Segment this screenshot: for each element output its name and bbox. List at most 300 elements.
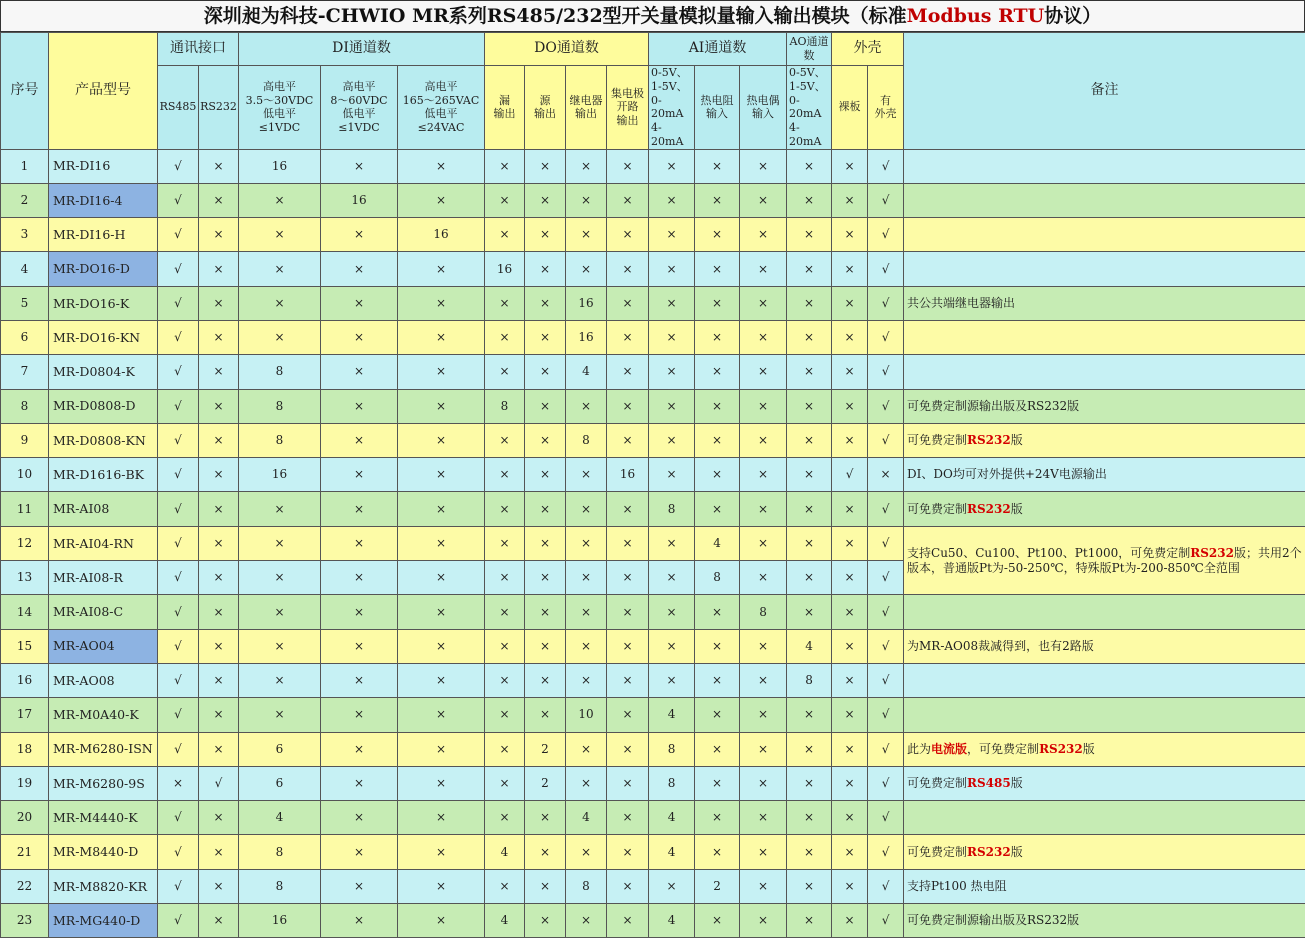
row-note — [904, 286, 1305, 320]
cell-di-low: × — [239, 526, 321, 560]
cell-di-high: × — [398, 698, 485, 732]
row-seq: 8 — [1, 389, 49, 423]
cell-ai-tc: × — [740, 286, 787, 320]
note-text: 支持Pt100 热电阻 — [907, 879, 1007, 893]
cell-do-relay: 4 — [566, 355, 607, 389]
cell-di-mid: × — [321, 732, 398, 766]
cell-ai-v: × — [649, 423, 695, 457]
note-text: 可免费定制 — [907, 776, 967, 790]
note-text: 可免费定制源输出版及RS232版 — [907, 399, 1079, 413]
cell-rs485: √ — [158, 423, 199, 457]
header-line: ≤1VDC — [338, 121, 379, 134]
cell-ai-rtd: × — [695, 286, 740, 320]
cell-ai-rtd: × — [695, 458, 740, 492]
cell-do-source: × — [525, 389, 566, 423]
cell-di-high: × — [398, 869, 485, 903]
cell-rs232: × — [199, 183, 239, 217]
header-model: 产品型号 — [49, 33, 158, 150]
cell-ai-rtd: × — [695, 218, 740, 252]
cell-do-oc: × — [607, 389, 649, 423]
table-row — [1, 218, 1305, 252]
header-line: 继电器 — [570, 94, 603, 107]
header-di: DI通道数 — [239, 33, 485, 66]
cell-do-sink: × — [485, 801, 525, 835]
cell-ai-v: × — [649, 629, 695, 663]
cell-rs485: √ — [158, 663, 199, 697]
row-seq: 9 — [1, 423, 49, 457]
cell-rs485: √ — [158, 835, 199, 869]
cell-do-oc: × — [607, 423, 649, 457]
table-row — [1, 732, 1305, 766]
cell-ai-rtd: × — [695, 355, 740, 389]
cell-rs485: √ — [158, 904, 199, 938]
cell-di-low: 16 — [239, 458, 321, 492]
cell-bare: × — [832, 389, 868, 423]
cell-do-source: × — [525, 595, 566, 629]
row-note — [904, 766, 1305, 800]
cell-do-source: × — [525, 869, 566, 903]
table-row — [1, 801, 1305, 835]
cell-do-sink: × — [485, 526, 525, 560]
cell-do-sink: × — [485, 561, 525, 595]
cell-rs232: × — [199, 698, 239, 732]
cell-do-oc: × — [607, 286, 649, 320]
table-body — [1, 149, 1305, 938]
cell-ai-tc: × — [740, 423, 787, 457]
cell-ai-rtd: × — [695, 663, 740, 697]
row-note — [904, 492, 1305, 526]
cell-do-oc: × — [607, 183, 649, 217]
cell-cased: √ — [868, 904, 904, 938]
cell-ai-v: × — [649, 458, 695, 492]
cell-di-high: × — [398, 904, 485, 938]
header-line: 高电平 — [425, 80, 458, 93]
cell-di-mid: × — [321, 766, 398, 800]
header-do: DO通道数 — [485, 33, 649, 66]
cell-do-oc: 16 — [607, 458, 649, 492]
header-line: 输出 — [494, 107, 516, 120]
cell-do-sink: × — [485, 423, 525, 457]
cell-do-sink: × — [485, 355, 525, 389]
table-row — [1, 286, 1305, 320]
cell-rs232: × — [199, 252, 239, 286]
cell-rs485: √ — [158, 526, 199, 560]
cell-ai-v: 8 — [649, 492, 695, 526]
note-text: 共公共端继电器输出 — [907, 296, 1015, 310]
cell-do-sink: × — [485, 595, 525, 629]
cell-cased: √ — [868, 252, 904, 286]
cell-ao-v: × — [787, 526, 832, 560]
note-highlight: RS232 — [967, 502, 1011, 516]
cell-bare: × — [832, 698, 868, 732]
cell-cased: √ — [868, 698, 904, 732]
cell-ai-v: 4 — [649, 904, 695, 938]
row-model: MR-M0A40-K — [49, 698, 158, 732]
cell-rs232: × — [199, 355, 239, 389]
cell-rs232: × — [199, 389, 239, 423]
cell-di-high: × — [398, 183, 485, 217]
row-note — [904, 526, 1305, 595]
cell-do-relay: × — [566, 458, 607, 492]
cell-ao-v: × — [787, 218, 832, 252]
cell-do-sink: × — [485, 698, 525, 732]
note-highlight: RS232 — [1190, 546, 1234, 560]
cell-do-relay: 16 — [566, 320, 607, 354]
note-text: 版 — [1011, 845, 1023, 859]
row-model: MR-AO08 — [49, 663, 158, 697]
cell-di-high: × — [398, 732, 485, 766]
cell-ai-rtd: × — [695, 389, 740, 423]
header-line: 0-5V、 — [789, 66, 826, 79]
cell-do-relay: × — [566, 149, 607, 183]
cell-rs485: √ — [158, 149, 199, 183]
cell-ai-v: × — [649, 183, 695, 217]
cell-di-high: × — [398, 663, 485, 697]
cell-bare: × — [832, 423, 868, 457]
cell-do-sink: 8 — [485, 389, 525, 423]
cell-ai-v: × — [649, 663, 695, 697]
cell-do-source: × — [525, 629, 566, 663]
header-do-sink — [485, 66, 525, 150]
cell-rs232: × — [199, 629, 239, 663]
cell-di-high: 16 — [398, 218, 485, 252]
cell-do-oc: × — [607, 869, 649, 903]
cell-bare: √ — [832, 458, 868, 492]
header-line: 开路 — [617, 100, 639, 113]
cell-cased: × — [868, 458, 904, 492]
header-line: 165～265VAC — [403, 94, 480, 107]
table-row — [1, 904, 1305, 938]
row-note — [904, 458, 1305, 492]
cell-bare: × — [832, 355, 868, 389]
cell-cased: √ — [868, 149, 904, 183]
row-model: MR-M8440-D — [49, 835, 158, 869]
cell-rs485: √ — [158, 458, 199, 492]
cell-di-low: × — [239, 595, 321, 629]
row-note — [904, 629, 1305, 663]
header-line: 4-20mA — [789, 121, 821, 148]
cell-rs232: × — [199, 801, 239, 835]
header-di-mid — [321, 66, 398, 150]
cell-rs232: × — [199, 835, 239, 869]
note-text: 可免费定制 — [907, 433, 967, 447]
cell-rs232: × — [199, 526, 239, 560]
header-line: 0-20mA — [651, 94, 683, 121]
cell-ai-v: × — [649, 595, 695, 629]
cell-ao-v: × — [787, 698, 832, 732]
cell-ai-v: 4 — [649, 698, 695, 732]
cell-bare: × — [832, 595, 868, 629]
cell-di-low: 8 — [239, 355, 321, 389]
header-comm: 通讯接口 — [158, 33, 239, 66]
row-seq: 10 — [1, 458, 49, 492]
cell-do-relay: 10 — [566, 698, 607, 732]
note-highlight: RS232 — [1039, 742, 1083, 756]
header-line: 低电平 — [343, 107, 376, 120]
cell-ai-tc: 8 — [740, 595, 787, 629]
header-ao-v — [787, 66, 832, 150]
cell-rs485: √ — [158, 869, 199, 903]
row-model: MR-MG440-D — [49, 904, 158, 938]
note-text: DI、DO均可对外提供+24V电源输出 — [907, 467, 1107, 481]
cell-bare: × — [832, 904, 868, 938]
note-text: 可免费定制源输出版及RS232版 — [907, 913, 1079, 927]
row-model: MR-D0808-D — [49, 389, 158, 423]
row-model: MR-DI16-H — [49, 218, 158, 252]
table-row — [1, 320, 1305, 354]
cell-ai-rtd: × — [695, 904, 740, 938]
cell-di-high: × — [398, 629, 485, 663]
cell-cased: √ — [868, 526, 904, 560]
cell-do-oc: × — [607, 595, 649, 629]
cell-di-mid: × — [321, 801, 398, 835]
cell-do-relay: 4 — [566, 801, 607, 835]
cell-di-mid: × — [321, 904, 398, 938]
header-di-low — [239, 66, 321, 150]
header-line: 4-20mA — [651, 121, 683, 148]
cell-di-high: × — [398, 252, 485, 286]
cell-cased: √ — [868, 663, 904, 697]
cell-ai-v: × — [649, 526, 695, 560]
cell-rs485: √ — [158, 492, 199, 526]
cell-ao-v: × — [787, 389, 832, 423]
cell-rs232: × — [199, 218, 239, 252]
cell-ai-rtd: × — [695, 320, 740, 354]
cell-ao-v: × — [787, 732, 832, 766]
cell-ai-rtd: × — [695, 183, 740, 217]
cell-di-mid: × — [321, 663, 398, 697]
cell-rs485: √ — [158, 801, 199, 835]
cell-do-oc: × — [607, 732, 649, 766]
cell-do-oc: × — [607, 663, 649, 697]
cell-ai-tc: × — [740, 458, 787, 492]
cell-ao-v: × — [787, 286, 832, 320]
cell-ai-rtd: × — [695, 149, 740, 183]
cell-cased: √ — [868, 732, 904, 766]
cell-di-mid: × — [321, 595, 398, 629]
cell-ai-rtd: × — [695, 629, 740, 663]
cell-ai-tc: × — [740, 766, 787, 800]
cell-ai-rtd: × — [695, 766, 740, 800]
cell-cased: √ — [868, 320, 904, 354]
header-line: 输入 — [752, 107, 774, 120]
row-note — [904, 183, 1305, 217]
cell-di-mid: × — [321, 492, 398, 526]
cell-di-low: 6 — [239, 766, 321, 800]
table-row — [1, 869, 1305, 903]
cell-rs485: √ — [158, 595, 199, 629]
cell-ai-tc: × — [740, 732, 787, 766]
cell-ai-tc: × — [740, 355, 787, 389]
cell-ai-tc: × — [740, 218, 787, 252]
cell-cased: √ — [868, 629, 904, 663]
cell-do-oc: × — [607, 801, 649, 835]
table-row — [1, 183, 1305, 217]
cell-rs232: × — [199, 492, 239, 526]
cell-di-mid: × — [321, 423, 398, 457]
header-cased — [868, 66, 904, 150]
row-model: MR-DI16 — [49, 149, 158, 183]
cell-ai-v: × — [649, 218, 695, 252]
cell-do-sink: × — [485, 732, 525, 766]
table-header — [1, 33, 1305, 150]
cell-bare: × — [832, 218, 868, 252]
cell-ao-v: × — [787, 458, 832, 492]
cell-ao-v: × — [787, 320, 832, 354]
cell-do-oc: × — [607, 526, 649, 560]
cell-di-low: 8 — [239, 835, 321, 869]
cell-cased: √ — [868, 183, 904, 217]
row-note — [904, 423, 1305, 457]
cell-do-source: × — [525, 904, 566, 938]
table-row — [1, 595, 1305, 629]
cell-di-low: 8 — [239, 869, 321, 903]
cell-ao-v: × — [787, 149, 832, 183]
cell-do-relay: × — [566, 389, 607, 423]
cell-di-high: × — [398, 492, 485, 526]
table-row — [1, 423, 1305, 457]
cell-ai-v: × — [649, 286, 695, 320]
row-seq: 6 — [1, 320, 49, 354]
header-ai-tc — [740, 66, 787, 150]
cell-bare: × — [832, 663, 868, 697]
cell-rs232: × — [199, 595, 239, 629]
cell-di-mid: × — [321, 458, 398, 492]
row-note — [904, 355, 1305, 389]
cell-ai-rtd: 4 — [695, 526, 740, 560]
row-seq: 16 — [1, 663, 49, 697]
cell-cased: √ — [868, 801, 904, 835]
cell-do-oc: × — [607, 766, 649, 800]
header-line: 输出 — [617, 114, 639, 127]
table-row — [1, 663, 1305, 697]
cell-di-high: × — [398, 561, 485, 595]
table-row — [1, 252, 1305, 286]
cell-cased: √ — [868, 218, 904, 252]
cell-cased: √ — [868, 389, 904, 423]
cell-ai-tc: × — [740, 526, 787, 560]
cell-do-relay: × — [566, 904, 607, 938]
header-line: 漏 — [499, 94, 510, 107]
cell-rs485: √ — [158, 286, 199, 320]
cell-cased: √ — [868, 869, 904, 903]
row-note — [904, 732, 1305, 766]
cell-do-relay: × — [566, 663, 607, 697]
row-note — [904, 218, 1305, 252]
cell-ai-tc: × — [740, 663, 787, 697]
row-seq: 23 — [1, 904, 49, 938]
cell-do-sink: × — [485, 766, 525, 800]
cell-do-sink: × — [485, 629, 525, 663]
cell-rs232: × — [199, 869, 239, 903]
row-note — [904, 320, 1305, 354]
cell-ai-tc: × — [740, 183, 787, 217]
row-model: MR-AI08-C — [49, 595, 158, 629]
note-highlight: RS232 — [967, 433, 1011, 447]
cell-ai-tc: × — [740, 629, 787, 663]
cell-ao-v: × — [787, 252, 832, 286]
row-note — [904, 801, 1305, 835]
cell-rs485: √ — [158, 389, 199, 423]
row-model: MR-D0808-KN — [49, 423, 158, 457]
cell-rs232: × — [199, 458, 239, 492]
note-text: 版 — [1083, 742, 1095, 756]
cell-ai-tc: × — [740, 869, 787, 903]
cell-ao-v: × — [787, 355, 832, 389]
cell-bare: × — [832, 766, 868, 800]
note-highlight: 电流版 — [931, 742, 967, 756]
cell-do-relay: × — [566, 766, 607, 800]
note-text: 为MR-AO08裁减得到，也有2路版 — [907, 639, 1094, 653]
header-seq: 序号 — [1, 33, 49, 150]
cell-cased: √ — [868, 423, 904, 457]
table-row — [1, 835, 1305, 869]
cell-cased: √ — [868, 595, 904, 629]
cell-rs232: √ — [199, 766, 239, 800]
cell-di-low: × — [239, 286, 321, 320]
header-line: 输入 — [706, 107, 728, 120]
header-line: 外壳 — [875, 107, 897, 120]
row-note — [904, 252, 1305, 286]
cell-rs232: × — [199, 286, 239, 320]
row-seq: 2 — [1, 183, 49, 217]
cell-ai-v: × — [649, 252, 695, 286]
cell-bare: × — [832, 561, 868, 595]
cell-di-mid: × — [321, 355, 398, 389]
table-row — [1, 149, 1305, 183]
header-line: 0-20mA — [789, 94, 821, 121]
cell-do-sink: × — [485, 183, 525, 217]
cell-ai-rtd: × — [695, 732, 740, 766]
cell-do-oc: × — [607, 355, 649, 389]
cell-di-mid: × — [321, 389, 398, 423]
row-seq: 21 — [1, 835, 49, 869]
cell-cased: √ — [868, 835, 904, 869]
cell-do-oc: × — [607, 252, 649, 286]
cell-bare: × — [832, 492, 868, 526]
cell-do-oc: × — [607, 561, 649, 595]
cell-ai-tc: × — [740, 320, 787, 354]
row-seq: 18 — [1, 732, 49, 766]
cell-di-low: × — [239, 492, 321, 526]
table-row — [1, 458, 1305, 492]
cell-do-source: × — [525, 183, 566, 217]
cell-ao-v: 4 — [787, 629, 832, 663]
header-line: 有 — [880, 94, 891, 107]
cell-cased: √ — [868, 766, 904, 800]
cell-di-mid: × — [321, 320, 398, 354]
row-model: MR-AO04 — [49, 629, 158, 663]
cell-di-low: × — [239, 561, 321, 595]
cell-ai-v: × — [649, 561, 695, 595]
header-line: 热电阻 — [701, 94, 734, 107]
cell-ai-v: 8 — [649, 732, 695, 766]
table-row — [1, 698, 1305, 732]
cell-ai-v: 4 — [649, 801, 695, 835]
cell-ai-tc: × — [740, 698, 787, 732]
header-ao: AO通道数 — [787, 33, 832, 66]
cell-rs232: × — [199, 320, 239, 354]
cell-bare: × — [832, 252, 868, 286]
cell-di-mid: × — [321, 252, 398, 286]
row-note — [904, 835, 1305, 869]
row-note — [904, 149, 1305, 183]
cell-ao-v: × — [787, 801, 832, 835]
title-highlight: Modbus RTU — [907, 5, 1045, 27]
cell-bare: × — [832, 183, 868, 217]
header-line: 1-5V、 — [789, 80, 826, 93]
cell-ao-v: × — [787, 183, 832, 217]
